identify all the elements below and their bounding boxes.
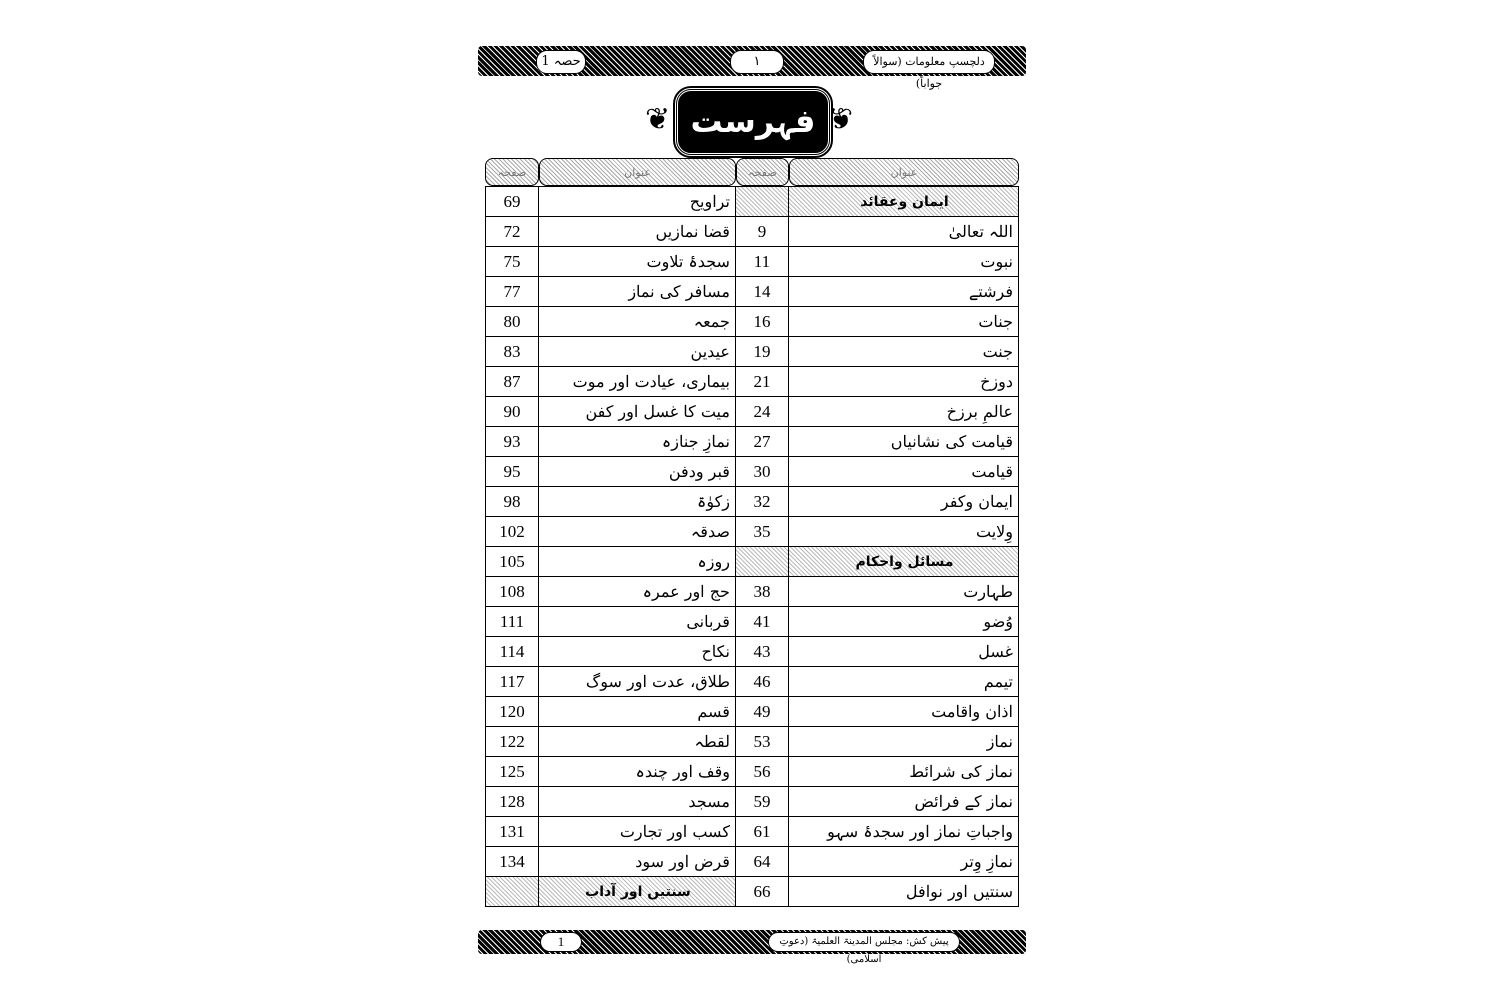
page-number: 117 bbox=[485, 667, 539, 697]
page-title: فہرست bbox=[675, 88, 831, 156]
entry-title: لقطہ bbox=[539, 727, 736, 757]
page-number: 30 bbox=[736, 457, 789, 487]
entry-title: بیماری، عیادت اور موت bbox=[539, 367, 736, 397]
entry-title: حج اور عمرہ bbox=[539, 577, 736, 607]
page-number: 93 bbox=[485, 427, 539, 457]
left-ornament-icon: ❦ bbox=[645, 102, 671, 137]
entry-title: طلاق، عدت اور سوگ bbox=[539, 667, 736, 697]
table-row bbox=[485, 817, 1019, 847]
entry-title: مسافر کی نماز bbox=[539, 277, 736, 307]
entry-title: قسم bbox=[539, 697, 736, 727]
entry-title: دوزخ bbox=[789, 367, 1019, 397]
page-number: 59 bbox=[736, 787, 789, 817]
page-number: 53 bbox=[736, 727, 789, 757]
entry-title: قرض اور سود bbox=[539, 847, 736, 877]
entry-title: نماز کے فرائض bbox=[789, 787, 1019, 817]
entry-title: وُضو bbox=[789, 607, 1019, 637]
table-row bbox=[485, 547, 1019, 577]
entry-title: سنتیں اور نوافل bbox=[789, 877, 1019, 907]
page-number: 38 bbox=[736, 577, 789, 607]
entry-title: سجدۂ تلاوت bbox=[539, 247, 736, 277]
book-title: دلچسپ معلومات (سوالاً جواباً) bbox=[863, 50, 995, 74]
header-ornament-band bbox=[478, 46, 1026, 90]
header-title: عنوان bbox=[539, 158, 736, 186]
entry-title: طہارت bbox=[789, 577, 1019, 607]
table-row bbox=[485, 307, 1019, 337]
page-number: 105 bbox=[485, 547, 539, 577]
entry-title: اذان واقامت bbox=[789, 697, 1019, 727]
entry-title: قیامت bbox=[789, 457, 1019, 487]
page-number: 131 bbox=[485, 817, 539, 847]
entry-title: اللہ تعالیٰ bbox=[789, 217, 1019, 247]
entry-title: روزہ bbox=[539, 547, 736, 577]
page-number: 14 bbox=[736, 277, 789, 307]
entry-title: جنت bbox=[789, 337, 1019, 367]
page-number: 80 bbox=[485, 307, 539, 337]
table-row bbox=[485, 727, 1019, 757]
table-row bbox=[485, 186, 1019, 217]
entry-title: مسجد bbox=[539, 787, 736, 817]
table-row bbox=[485, 577, 1019, 607]
entry-title: عیدین bbox=[539, 337, 736, 367]
page-number: 27 bbox=[736, 427, 789, 457]
entry-title: غسل bbox=[789, 637, 1019, 667]
page-number: 41 bbox=[736, 607, 789, 637]
part-label: حصہ 1 bbox=[536, 50, 586, 74]
page-number: 56 bbox=[736, 757, 789, 787]
table-row bbox=[485, 847, 1019, 877]
table-row bbox=[485, 397, 1019, 427]
table-row bbox=[485, 277, 1019, 307]
table-row bbox=[485, 757, 1019, 787]
page-number: 122 bbox=[485, 727, 539, 757]
page-number: 21 bbox=[736, 367, 789, 397]
page-number: 24 bbox=[736, 397, 789, 427]
entry-title: ایمان وکفر bbox=[789, 487, 1019, 517]
page-number: 98 bbox=[485, 487, 539, 517]
publisher-label: پیش کش: مجلس المدینۃ العلمیۃ (دعوتِ اسلامی) bbox=[768, 932, 960, 952]
page-cell-empty bbox=[736, 547, 789, 577]
entry-title: نمازِ جنازہ bbox=[539, 427, 736, 457]
page-number: 120 bbox=[485, 697, 539, 727]
page-number: 66 bbox=[736, 877, 789, 907]
page-number: 102 bbox=[485, 517, 539, 547]
page-number: 11 bbox=[736, 247, 789, 277]
table-row bbox=[485, 337, 1019, 367]
page-number: 43 bbox=[736, 637, 789, 667]
page-number: 125 bbox=[485, 757, 539, 787]
page-number: 35 bbox=[736, 517, 789, 547]
entry-title: تراویح bbox=[539, 186, 736, 217]
page-number: 95 bbox=[485, 457, 539, 487]
page-number: 32 bbox=[736, 487, 789, 517]
entry-title: صدقہ bbox=[539, 517, 736, 547]
page-number: 49 bbox=[736, 697, 789, 727]
header-page: صفحہ bbox=[485, 158, 539, 186]
page-number: 77 bbox=[485, 277, 539, 307]
page-number: 114 bbox=[485, 637, 539, 667]
page-number: 83 bbox=[485, 337, 539, 367]
page-number: 9 bbox=[736, 217, 789, 247]
page-cell-empty bbox=[736, 186, 789, 217]
table-row bbox=[485, 487, 1019, 517]
table-row bbox=[485, 247, 1019, 277]
contents-table bbox=[485, 158, 1019, 907]
table-row bbox=[485, 697, 1019, 727]
page-number: 128 bbox=[485, 787, 539, 817]
entry-title: نماز کی شرائط bbox=[789, 757, 1019, 787]
entry-title: کسب اور تجارت bbox=[539, 817, 736, 847]
table-header-row bbox=[485, 158, 1019, 186]
entry-title: زکوٰۃ bbox=[539, 487, 736, 517]
header-page-number: ۱ bbox=[730, 50, 784, 74]
page-number: 108 bbox=[485, 577, 539, 607]
page-number: 64 bbox=[736, 847, 789, 877]
entry-title: قضا نمازیں bbox=[539, 217, 736, 247]
page-number: 72 bbox=[485, 217, 539, 247]
header-title: عنوان bbox=[789, 158, 1019, 186]
page-cell-empty bbox=[485, 877, 539, 907]
entry-title: جنات bbox=[789, 307, 1019, 337]
page-number: 46 bbox=[736, 667, 789, 697]
page-number: 19 bbox=[736, 337, 789, 367]
entry-title: قربانی bbox=[539, 607, 736, 637]
table-row bbox=[485, 217, 1019, 247]
entry-title: واجباتِ نماز اور سجدۂ سہو bbox=[789, 817, 1019, 847]
entry-title: عالمِ برزخ bbox=[789, 397, 1019, 427]
entry-title: تیمم bbox=[789, 667, 1019, 697]
table-row bbox=[485, 877, 1019, 907]
entry-title: نماز bbox=[789, 727, 1019, 757]
entry-title: قیامت کی نشانیاں bbox=[789, 427, 1019, 457]
page-number: 75 bbox=[485, 247, 539, 277]
section-heading: مسائل واحکام bbox=[789, 547, 1019, 577]
table-row bbox=[485, 637, 1019, 667]
table-row bbox=[485, 667, 1019, 697]
entry-title: فرشتے bbox=[789, 277, 1019, 307]
entry-title: وِلایت bbox=[789, 517, 1019, 547]
table-row bbox=[485, 367, 1019, 397]
page-number: 90 bbox=[485, 397, 539, 427]
table-row bbox=[485, 427, 1019, 457]
page-number: 87 bbox=[485, 367, 539, 397]
page-number: 111 bbox=[485, 607, 539, 637]
table-row bbox=[485, 517, 1019, 547]
header-page: صفحہ bbox=[736, 158, 789, 186]
footer-page-number: 1 bbox=[540, 932, 582, 952]
page-number: 61 bbox=[736, 817, 789, 847]
table-row bbox=[485, 457, 1019, 487]
entry-title: نبوت bbox=[789, 247, 1019, 277]
footer-ornament-band bbox=[478, 930, 1026, 965]
table-row bbox=[485, 607, 1019, 637]
table-row bbox=[485, 787, 1019, 817]
entry-title: قبر ودفن bbox=[539, 457, 736, 487]
entry-title: جمعہ bbox=[539, 307, 736, 337]
entry-title: میت کا غسل اور کفن bbox=[539, 397, 736, 427]
entry-title: نکاح bbox=[539, 637, 736, 667]
section-heading: سنتیں اور آداب bbox=[539, 877, 736, 907]
entry-title: نمازِ وِتر bbox=[789, 847, 1019, 877]
page-number: 69 bbox=[485, 186, 539, 217]
page-number: 16 bbox=[736, 307, 789, 337]
page-number: 134 bbox=[485, 847, 539, 877]
right-ornament-icon: ❦ bbox=[828, 102, 854, 137]
section-heading: ایمان وعقائد bbox=[789, 186, 1019, 217]
entry-title: وقف اور چندہ bbox=[539, 757, 736, 787]
